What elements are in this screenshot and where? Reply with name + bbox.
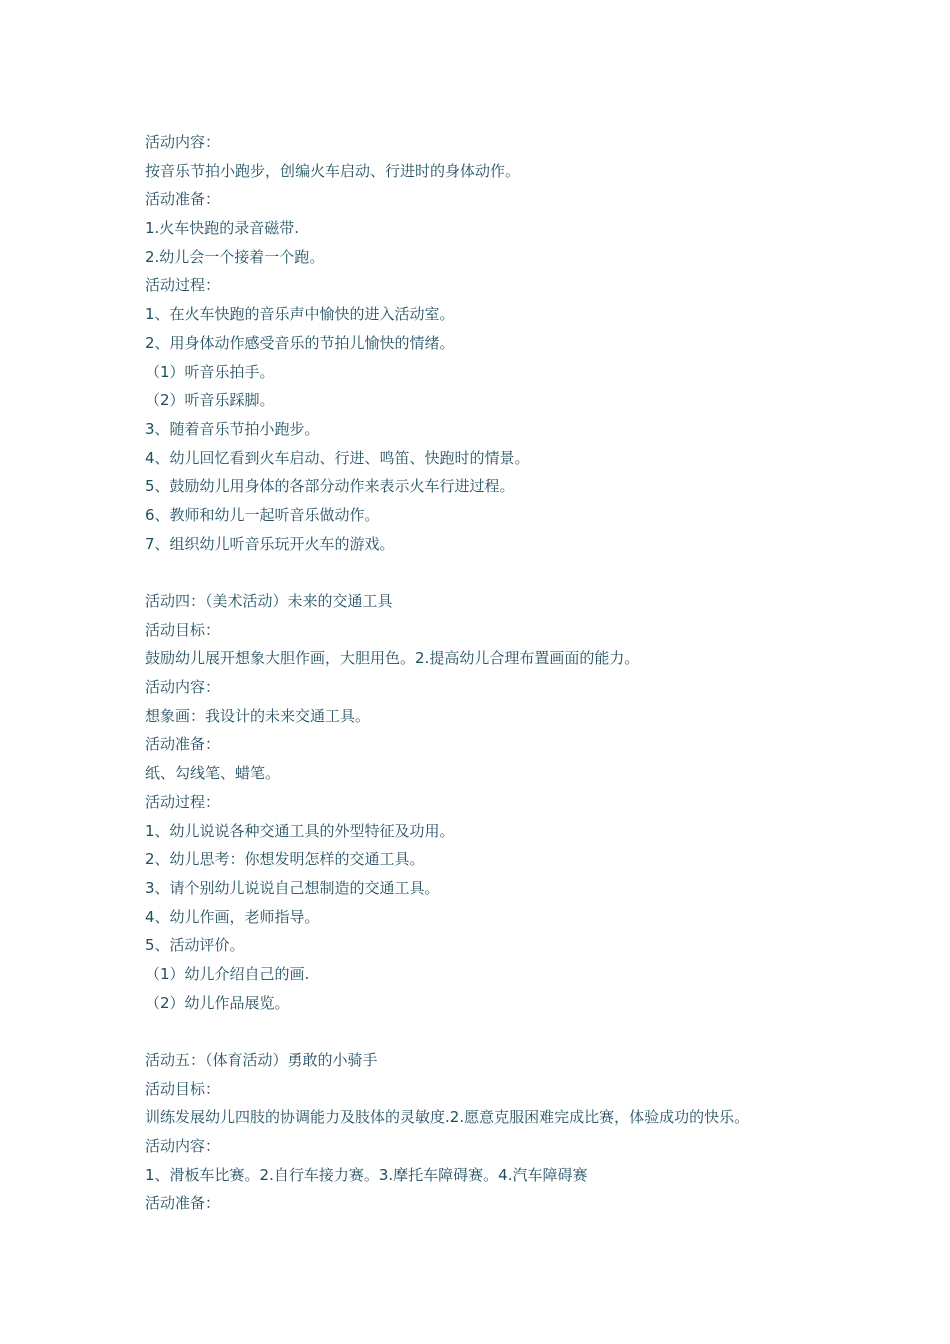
list-item: 4、幼儿作画，老师指导。 bbox=[145, 907, 320, 926]
sub-list-item: （1）听音乐拍手。 bbox=[145, 362, 275, 381]
list-item: 1.火车快跑的录音磁带. bbox=[145, 219, 300, 238]
section-title-activity-four: 活动四：（美术活动）未来的交通工具 bbox=[145, 592, 393, 610]
list-item: 6、教师和幼儿一起听音乐做动作。 bbox=[145, 505, 380, 524]
text-line: 纸、勾线笔、蜡笔。 bbox=[145, 764, 281, 783]
document-body bbox=[145, 128, 905, 1218]
list-item: 1、在火车快跑的音乐声中愉快的进入活动室。 bbox=[145, 305, 455, 324]
heading-activity-preparation: 活动准备： bbox=[145, 190, 221, 209]
sub-list-item: （1）幼儿介绍自己的画. bbox=[145, 964, 310, 983]
list-item: 3、请个别幼儿说说自己想制造的交通工具。 bbox=[145, 878, 440, 897]
blank-line bbox=[145, 1017, 905, 1046]
list-item: 3、随着音乐节拍小跑步。 bbox=[145, 419, 320, 438]
blank-line bbox=[145, 558, 905, 587]
list-item: 1、幼儿说说各种交通工具的外型特征及功用。 bbox=[145, 821, 455, 840]
list-item: 2.幼儿会一个接着一个跑。 bbox=[145, 247, 325, 266]
text-line: 想象画：我设计的未来交通工具。 bbox=[145, 706, 371, 725]
heading-activity-goal: 活动目标： bbox=[145, 1079, 221, 1098]
text-line: 训练发展幼儿四肢的协调能力及肢体的灵敏度.2.愿意克服困难完成比赛，体验成功的快乐。 bbox=[145, 1108, 750, 1127]
list-item: 5、活动评价。 bbox=[145, 936, 245, 955]
sub-list-item: （2）听音乐踩脚。 bbox=[145, 391, 275, 410]
heading-activity-content: 活动内容： bbox=[145, 678, 221, 697]
heading-activity-process: 活动过程： bbox=[145, 792, 221, 811]
section-title-activity-five: 活动五：（体育活动）勇敢的小骑手 bbox=[145, 1051, 378, 1069]
heading-activity-preparation: 活动准备： bbox=[145, 735, 221, 754]
text-line: 鼓励幼儿展开想象大胆作画，大胆用色。2.提高幼儿合理布置画面的能力。 bbox=[145, 649, 640, 668]
list-item: 4、幼儿回忆看到火车启动、行进、鸣笛、快跑时的情景。 bbox=[145, 448, 530, 467]
text-line: 1、滑板车比赛。2.自行车接力赛。3.摩托车障碍赛。4.汽车障碍赛 bbox=[145, 1165, 588, 1184]
heading-activity-goal: 活动目标： bbox=[145, 620, 221, 639]
heading-activity-content: 活动内容： bbox=[145, 133, 221, 151]
list-item: 7、组织幼儿听音乐玩开火车的游戏。 bbox=[145, 534, 395, 553]
list-item: 2、用身体动作感受音乐的节拍儿愉快的情绪。 bbox=[145, 333, 455, 352]
list-item: 5、鼓励幼儿用身体的各部分动作来表示火车行进过程。 bbox=[145, 477, 515, 496]
heading-activity-preparation: 活动准备： bbox=[145, 1194, 221, 1213]
list-item: 2、幼儿思考：你想发明怎样的交通工具。 bbox=[145, 850, 425, 869]
text-line: 按音乐节拍小跑步，创编火车启动、行进时的身体动作。 bbox=[145, 161, 521, 180]
heading-activity-process: 活动过程： bbox=[145, 276, 221, 295]
sub-list-item: （2）幼儿作品展览。 bbox=[145, 993, 290, 1012]
heading-activity-content: 活动内容： bbox=[145, 1137, 221, 1156]
